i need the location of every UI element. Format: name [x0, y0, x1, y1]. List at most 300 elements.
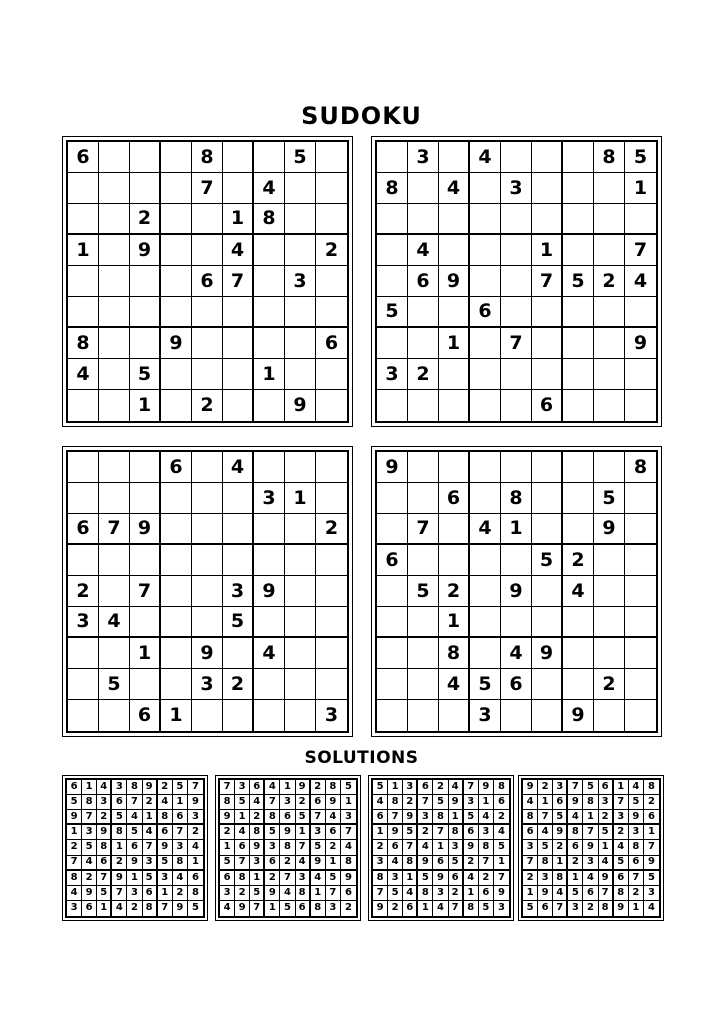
solution-cell: 5 [479, 901, 494, 916]
puzzle-cell[interactable] [594, 359, 625, 390]
solution-cell: 6 [538, 901, 553, 916]
puzzle-cell[interactable] [254, 235, 285, 266]
puzzle-cell[interactable] [470, 576, 501, 607]
puzzle-cell[interactable] [285, 514, 316, 545]
solution-cell: 6 [280, 810, 295, 825]
puzzle-cell[interactable] [285, 235, 316, 266]
puzzle-cell[interactable] [316, 545, 347, 576]
solution-cell: 3 [250, 856, 265, 871]
solution-cell: 5 [143, 871, 158, 886]
solution-cell: 1 [568, 871, 583, 886]
solution-cell: 8 [418, 886, 433, 901]
puzzle-cell[interactable] [161, 390, 192, 421]
puzzle-cell[interactable] [223, 514, 254, 545]
puzzle-cell[interactable] [254, 545, 285, 576]
puzzle-cell[interactable] [130, 142, 161, 173]
puzzle-cell[interactable] [68, 452, 99, 483]
puzzle-cell[interactable] [532, 514, 563, 545]
puzzle-cell[interactable] [68, 700, 99, 731]
puzzle-cell[interactable] [377, 669, 408, 700]
solution-cell: 3 [433, 886, 448, 901]
puzzle-cell[interactable] [501, 607, 532, 638]
puzzle-cell[interactable] [470, 359, 501, 390]
puzzle-cell: 6 [68, 142, 99, 173]
solution-cell: 8 [127, 780, 142, 795]
puzzle-cell[interactable] [285, 452, 316, 483]
solution-cell: 4 [629, 780, 644, 795]
puzzle-cell: 6 [532, 390, 563, 421]
puzzle-cell[interactable] [130, 173, 161, 204]
puzzle-cell[interactable] [285, 173, 316, 204]
puzzle-cell[interactable] [254, 142, 285, 173]
solution-cell: 3 [112, 780, 127, 795]
puzzle-cell[interactable] [408, 607, 439, 638]
puzzle-cell: 2 [223, 669, 254, 700]
puzzle-cell[interactable] [130, 297, 161, 328]
puzzle-cell[interactable] [408, 669, 439, 700]
puzzle-cell[interactable] [316, 607, 347, 638]
puzzle-cell[interactable] [99, 297, 130, 328]
puzzle-cell[interactable] [501, 266, 532, 297]
solution-cell: 8 [388, 795, 403, 810]
puzzle-cell[interactable] [316, 359, 347, 390]
solution-cell: 7 [599, 886, 614, 901]
puzzle-cell[interactable] [130, 328, 161, 359]
puzzle-cell[interactable] [377, 142, 408, 173]
puzzle-cell[interactable] [161, 235, 192, 266]
puzzle-cell[interactable] [161, 173, 192, 204]
puzzle-cell[interactable] [254, 669, 285, 700]
puzzle-cell[interactable] [377, 607, 408, 638]
puzzle-cell[interactable] [223, 297, 254, 328]
puzzle-cell[interactable] [377, 576, 408, 607]
puzzle-cell[interactable] [377, 328, 408, 359]
puzzle-cell[interactable] [99, 700, 130, 731]
puzzle-cell[interactable] [377, 204, 408, 235]
puzzle-cell[interactable] [501, 390, 532, 421]
puzzle-cell: 3 [68, 607, 99, 638]
puzzle-cell[interactable] [594, 390, 625, 421]
puzzle-cell[interactable] [192, 576, 223, 607]
puzzle-cell[interactable] [285, 545, 316, 576]
puzzle-cell[interactable] [285, 607, 316, 638]
puzzle-cell[interactable] [130, 483, 161, 514]
solution-cell: 8 [373, 871, 388, 886]
puzzle-cell[interactable] [532, 359, 563, 390]
solution-cell: 6 [464, 825, 479, 840]
puzzle-cell[interactable] [501, 204, 532, 235]
puzzle-cell[interactable] [161, 142, 192, 173]
puzzle-cell[interactable] [223, 545, 254, 576]
solution-cell: 8 [280, 840, 295, 855]
puzzle-cell[interactable] [377, 235, 408, 266]
puzzle-cell[interactable] [161, 545, 192, 576]
puzzle-cell[interactable] [501, 700, 532, 731]
puzzle-cell[interactable] [285, 700, 316, 731]
puzzle-cell: 2 [439, 576, 470, 607]
puzzle-cell[interactable] [192, 297, 223, 328]
solution-cell: 4 [127, 810, 142, 825]
solution-cell: 8 [644, 780, 659, 795]
puzzle-cell[interactable] [563, 297, 594, 328]
puzzle-cell[interactable] [563, 204, 594, 235]
puzzle-cell: 3 [192, 669, 223, 700]
puzzle-cell[interactable] [223, 390, 254, 421]
puzzle-cell[interactable] [254, 297, 285, 328]
puzzle-cell[interactable] [563, 328, 594, 359]
puzzle-cell[interactable] [99, 576, 130, 607]
puzzle-cell[interactable] [68, 173, 99, 204]
puzzle-cell[interactable] [254, 452, 285, 483]
puzzle-cell[interactable] [563, 173, 594, 204]
puzzle-cell[interactable] [99, 483, 130, 514]
puzzle-cell[interactable] [625, 576, 656, 607]
puzzle-cell[interactable] [625, 669, 656, 700]
solution-cell: 5 [311, 840, 326, 855]
puzzle-cell[interactable] [594, 452, 625, 483]
puzzle-cell[interactable] [625, 359, 656, 390]
puzzle-cell[interactable] [563, 390, 594, 421]
puzzle-cell[interactable] [532, 142, 563, 173]
puzzle-cell[interactable] [470, 607, 501, 638]
solution-cell: 5 [403, 825, 418, 840]
puzzle-cell[interactable] [625, 545, 656, 576]
puzzle-cell[interactable] [285, 669, 316, 700]
puzzle-cell[interactable] [408, 328, 439, 359]
puzzle-cell[interactable] [161, 669, 192, 700]
puzzle-cell[interactable] [563, 638, 594, 669]
puzzle-cell[interactable] [377, 266, 408, 297]
solution-cell: 7 [644, 840, 659, 855]
solution-cell: 5 [449, 856, 464, 871]
solution-cell: 3 [311, 825, 326, 840]
puzzle-cell[interactable] [223, 173, 254, 204]
puzzle-cell[interactable] [254, 700, 285, 731]
puzzle-cell: 6 [192, 266, 223, 297]
puzzle-cell[interactable] [130, 266, 161, 297]
solution-cell: 6 [173, 810, 188, 825]
puzzle-cell[interactable] [99, 204, 130, 235]
puzzle-cell[interactable] [316, 669, 347, 700]
solution-cell: 7 [464, 780, 479, 795]
puzzle-cell: 5 [223, 607, 254, 638]
puzzle-cell[interactable] [470, 638, 501, 669]
puzzle-cell[interactable] [439, 204, 470, 235]
puzzle-cell[interactable] [594, 700, 625, 731]
puzzle-cell[interactable] [408, 452, 439, 483]
puzzle-cell[interactable] [439, 390, 470, 421]
puzzle-cell[interactable] [625, 700, 656, 731]
puzzle-cell[interactable] [99, 266, 130, 297]
puzzle-cell[interactable] [99, 142, 130, 173]
puzzle-cell[interactable] [470, 390, 501, 421]
solution-cell: 2 [311, 780, 326, 795]
puzzle-cell[interactable] [285, 204, 316, 235]
puzzle-cell[interactable] [470, 452, 501, 483]
puzzle-cell[interactable] [161, 297, 192, 328]
puzzle-cell[interactable] [192, 359, 223, 390]
puzzle-cell: 1 [439, 607, 470, 638]
puzzle-cell[interactable] [501, 297, 532, 328]
solution-cell: 4 [296, 856, 311, 871]
puzzle-cell[interactable] [408, 390, 439, 421]
solution-cell: 6 [629, 856, 644, 871]
puzzle-cell: 6 [470, 297, 501, 328]
solution-cell: 9 [341, 871, 356, 886]
puzzle-cell[interactable] [594, 204, 625, 235]
solution-cell: 5 [418, 871, 433, 886]
solution-cell: 7 [265, 795, 280, 810]
puzzle-cell[interactable] [377, 638, 408, 669]
solution-cell: 4 [112, 901, 127, 916]
puzzle-cell[interactable] [501, 359, 532, 390]
puzzle-cell[interactable] [594, 297, 625, 328]
solution-cell: 1 [265, 901, 280, 916]
puzzle-cell[interactable] [594, 545, 625, 576]
puzzle-cell: 4 [563, 576, 594, 607]
puzzle-cell[interactable] [408, 638, 439, 669]
puzzle-cell[interactable] [161, 204, 192, 235]
puzzle-cell[interactable] [254, 607, 285, 638]
puzzle-cell[interactable] [99, 545, 130, 576]
puzzle-cell[interactable] [532, 607, 563, 638]
puzzle-cell[interactable] [594, 235, 625, 266]
solution-cell: 7 [629, 871, 644, 886]
puzzle-cell[interactable] [563, 669, 594, 700]
puzzle-cell[interactable] [377, 483, 408, 514]
puzzle-cell: 8 [501, 483, 532, 514]
puzzle-cell[interactable] [99, 638, 130, 669]
puzzle-cell[interactable] [130, 607, 161, 638]
puzzle-cell[interactable] [625, 607, 656, 638]
puzzle-cell[interactable] [192, 700, 223, 731]
puzzle-cell[interactable] [285, 576, 316, 607]
puzzle-cell[interactable] [68, 545, 99, 576]
solution-cell: 3 [614, 810, 629, 825]
solution-cell: 2 [629, 886, 644, 901]
puzzle-cell[interactable] [316, 638, 347, 669]
puzzle-cell[interactable] [625, 514, 656, 545]
puzzle-cell[interactable] [439, 359, 470, 390]
puzzle-cell: 3 [254, 483, 285, 514]
solution-cell: 1 [403, 871, 418, 886]
puzzle-cell[interactable] [501, 235, 532, 266]
puzzle-cell[interactable] [254, 266, 285, 297]
puzzle-cell[interactable] [470, 483, 501, 514]
puzzle-cell[interactable] [408, 483, 439, 514]
puzzle-cell[interactable] [254, 328, 285, 359]
puzzle-cell[interactable] [470, 328, 501, 359]
puzzle-cell: 8 [192, 142, 223, 173]
puzzle-cell[interactable] [161, 514, 192, 545]
puzzle-cell[interactable] [563, 359, 594, 390]
puzzle-cell[interactable] [439, 545, 470, 576]
puzzle-cell[interactable] [470, 204, 501, 235]
puzzle-cell[interactable] [625, 390, 656, 421]
puzzle-cell[interactable] [563, 452, 594, 483]
puzzle-cell[interactable] [470, 266, 501, 297]
puzzle-cell[interactable] [532, 204, 563, 235]
puzzle-cell[interactable] [532, 576, 563, 607]
puzzle-cell[interactable] [161, 576, 192, 607]
puzzle-cell[interactable] [377, 514, 408, 545]
puzzle-cell[interactable] [99, 452, 130, 483]
puzzle-cell[interactable] [192, 328, 223, 359]
puzzle-cell: 2 [408, 359, 439, 390]
puzzle-cell[interactable] [563, 235, 594, 266]
puzzle-cell[interactable] [563, 483, 594, 514]
solution-cell: 7 [280, 871, 295, 886]
puzzle-cell[interactable] [192, 545, 223, 576]
puzzle-cell[interactable] [130, 545, 161, 576]
puzzle-cell[interactable] [99, 390, 130, 421]
solution-cell: 3 [173, 840, 188, 855]
puzzle-cell[interactable] [470, 545, 501, 576]
puzzle-cell[interactable] [68, 669, 99, 700]
puzzle-cell[interactable] [316, 390, 347, 421]
solution-cell: 8 [235, 871, 250, 886]
puzzle-cell[interactable] [192, 607, 223, 638]
puzzle-cell[interactable] [532, 173, 563, 204]
solution-cell: 6 [97, 856, 112, 871]
puzzle-cell[interactable] [439, 142, 470, 173]
puzzle-cell[interactable] [594, 173, 625, 204]
puzzle-cell[interactable] [470, 173, 501, 204]
puzzle-cell[interactable] [563, 514, 594, 545]
puzzle-cell[interactable] [68, 390, 99, 421]
puzzle-cell[interactable] [594, 638, 625, 669]
puzzle-cell[interactable] [316, 452, 347, 483]
solution-cell: 9 [173, 901, 188, 916]
solution-cell: 3 [479, 825, 494, 840]
puzzle-cell[interactable] [532, 483, 563, 514]
puzzle-cell[interactable] [223, 483, 254, 514]
puzzle-cell[interactable] [439, 452, 470, 483]
puzzle-cell[interactable] [285, 359, 316, 390]
puzzle-cell[interactable] [594, 328, 625, 359]
puzzle-cell[interactable] [161, 638, 192, 669]
puzzle-cell[interactable] [470, 235, 501, 266]
puzzle-cell[interactable] [316, 142, 347, 173]
puzzle-cell[interactable] [377, 390, 408, 421]
puzzle-cell[interactable] [192, 235, 223, 266]
solution-cell: 9 [280, 825, 295, 840]
puzzle-cell[interactable] [532, 297, 563, 328]
puzzle-cell[interactable] [161, 483, 192, 514]
puzzle-cell[interactable] [68, 483, 99, 514]
puzzle-cell[interactable] [99, 359, 130, 390]
puzzle-cell[interactable] [99, 328, 130, 359]
puzzle-cell[interactable] [223, 700, 254, 731]
puzzle-cell[interactable] [532, 452, 563, 483]
puzzle-cell[interactable] [285, 328, 316, 359]
puzzle-cell[interactable] [563, 142, 594, 173]
puzzle-cell[interactable] [439, 297, 470, 328]
puzzle-cell[interactable] [161, 359, 192, 390]
puzzle-cell[interactable] [377, 700, 408, 731]
puzzle-cell[interactable] [532, 328, 563, 359]
puzzle-cell[interactable] [501, 545, 532, 576]
puzzle-cell[interactable] [563, 607, 594, 638]
puzzle-cell[interactable] [223, 638, 254, 669]
puzzle-cell[interactable] [594, 607, 625, 638]
puzzle-cell[interactable] [254, 390, 285, 421]
puzzle-grid-1 [66, 140, 349, 423]
puzzle-cell[interactable] [439, 514, 470, 545]
puzzle-cell[interactable] [408, 700, 439, 731]
puzzle-cell[interactable] [223, 359, 254, 390]
puzzle-cell[interactable] [625, 297, 656, 328]
puzzle-cell[interactable] [192, 204, 223, 235]
solution-cell: 6 [143, 886, 158, 901]
puzzle-cell[interactable] [68, 204, 99, 235]
solution-cell: 7 [112, 886, 127, 901]
puzzle-cell[interactable] [408, 173, 439, 204]
puzzle-cell[interactable] [439, 700, 470, 731]
solution-cell: 5 [158, 856, 173, 871]
puzzle-cell: 7 [532, 266, 563, 297]
puzzle-cell: 8 [594, 142, 625, 173]
puzzle-cell[interactable] [68, 266, 99, 297]
puzzle-cell[interactable] [223, 328, 254, 359]
puzzle-cell[interactable] [192, 483, 223, 514]
puzzle-frame-2 [371, 136, 662, 427]
solution-cell: 7 [173, 825, 188, 840]
puzzle-cell[interactable] [625, 483, 656, 514]
puzzle-cell[interactable] [316, 266, 347, 297]
solution-cell: 3 [583, 856, 598, 871]
puzzle-cell[interactable] [501, 452, 532, 483]
puzzle-cell[interactable] [501, 142, 532, 173]
puzzle-cell[interactable] [316, 204, 347, 235]
solution-cell: 8 [173, 856, 188, 871]
puzzle-cell[interactable] [192, 514, 223, 545]
puzzle-cell[interactable] [161, 607, 192, 638]
puzzle-cell[interactable] [68, 638, 99, 669]
puzzle-cell[interactable] [130, 669, 161, 700]
puzzle-cell[interactable] [625, 204, 656, 235]
puzzle-cell[interactable] [532, 669, 563, 700]
puzzle-cell[interactable] [625, 638, 656, 669]
puzzle-cell[interactable] [316, 297, 347, 328]
puzzle-cell[interactable] [408, 545, 439, 576]
puzzle-cell[interactable] [68, 297, 99, 328]
puzzle-cell[interactable] [408, 297, 439, 328]
puzzle-cell[interactable] [99, 235, 130, 266]
solution-cell: 1 [494, 856, 509, 871]
puzzle-cell[interactable] [99, 173, 130, 204]
puzzle-frame-1 [62, 136, 353, 427]
solution-cell: 9 [644, 856, 659, 871]
puzzle-cell: 2 [316, 514, 347, 545]
solution-cell: 8 [220, 795, 235, 810]
puzzle-cell[interactable] [285, 297, 316, 328]
puzzle-cell[interactable] [594, 576, 625, 607]
puzzle-cell[interactable] [316, 483, 347, 514]
solution-cell: 3 [220, 886, 235, 901]
puzzle-cell[interactable] [161, 266, 192, 297]
puzzle-cell[interactable] [285, 638, 316, 669]
puzzle-cell[interactable] [223, 142, 254, 173]
puzzle-cell[interactable] [316, 173, 347, 204]
puzzle-cell[interactable] [439, 235, 470, 266]
puzzle-cell[interactable] [316, 576, 347, 607]
puzzle-cell[interactable] [254, 514, 285, 545]
puzzle-cell[interactable] [130, 452, 161, 483]
puzzle-cell[interactable] [532, 700, 563, 731]
puzzle-cell[interactable] [192, 452, 223, 483]
puzzle-cell[interactable] [408, 204, 439, 235]
